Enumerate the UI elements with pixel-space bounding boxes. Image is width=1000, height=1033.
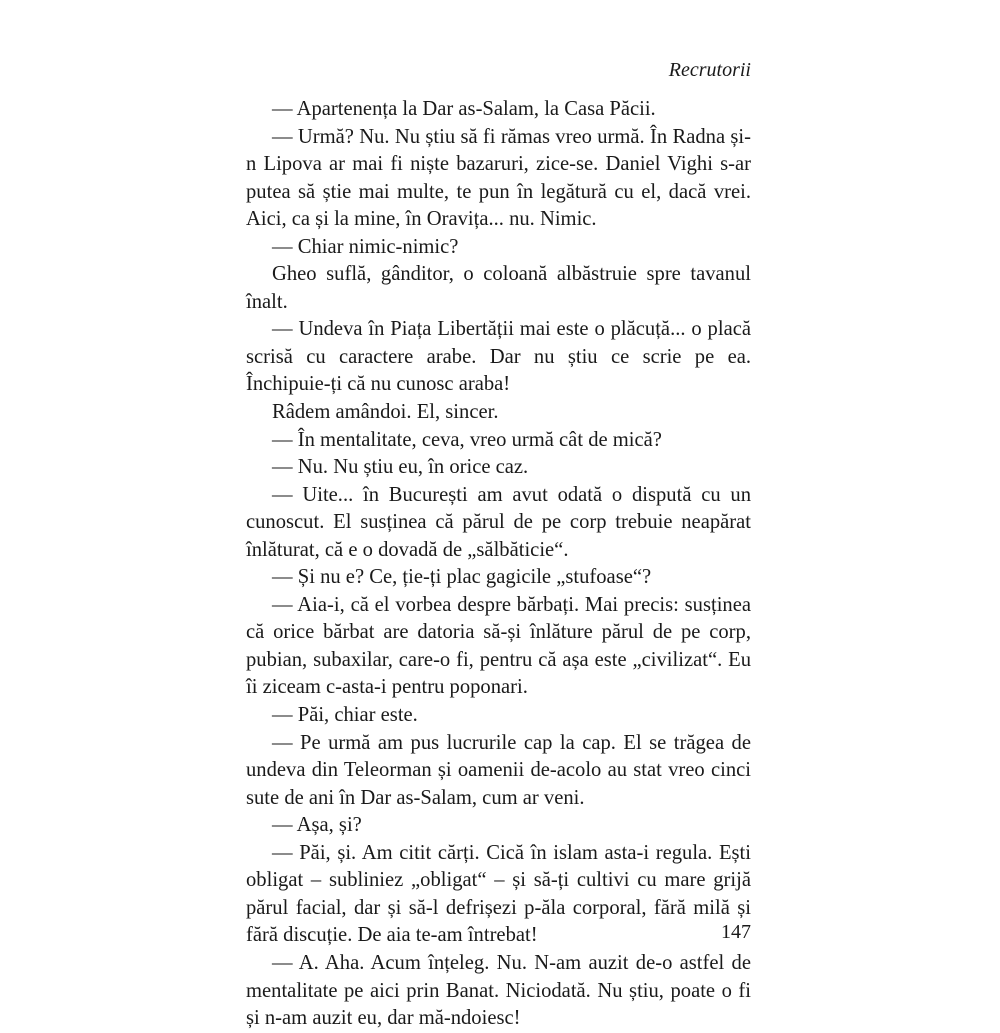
running-head: Recrutorii [668, 59, 751, 81]
body-text [246, 96, 751, 1033]
paragraph: — Undeva în Piața Libertății mai este o plăcuță... o placă scrisă cu caractere arabe. Dar nu știu ce scrie pe ea. Închipuie-ți că nu cunosc araba! [246, 318, 751, 396]
paragraph: — Chiar nimic-nimic? [272, 235, 459, 258]
paragraph: — Aia-i, că el vorbea despre bărbați. Mai precis: susținea că orice bărbat are datoria să-și înlăture părul de pe corp, pubian, subaxilar, care-o fi, pentru că așa este „civilizat“. Eu îi ziceam c-asta-i pentru poponari. [246, 593, 751, 699]
paragraph: — Urmă? Nu. Nu știu să fi rămas vreo urmă. În Radna și-n Lipova ar mai fi niște bazaruri, zice-se. Daniel Vighi s-ar putea să știe mai multe, te pun în legătură cu el, dacă vrei. Aici, ca și la mine, în Oravița... nu. Nimic. [246, 125, 751, 231]
paragraph: — Și nu e? Ce, ție-ți plac gagicile „stufoase“? [272, 566, 652, 589]
paragraph: — Uite... în București am avut odată o dispută cu un cunoscut. El susținea că părul de pe corp trebuie neapărat înlăturat, că e o dovadă de „sălbăticie“. [246, 483, 751, 561]
paragraph: — În mentalitate, ceva, vreo urmă cât de mică? [272, 428, 662, 451]
paragraph: Gheo suflă, gânditor, o coloană albăstruie spre tavanul înalt. [246, 263, 751, 313]
paragraph: Râdem amândoi. El, sincer. [272, 401, 499, 424]
paragraph: — Apartenența la Dar as-Salam, la Casa Păcii. [272, 98, 656, 120]
page-number: 147 [721, 921, 751, 943]
book-page [246, 56, 751, 1030]
paragraph: — Așa, și? [272, 814, 362, 837]
paragraph: — Pe urmă am pus lucrurile cap la cap. El se trăgea de undeva din Teleorman și oamenii de-acolo au stat vreo cinci sute de ani în Dar as-Salam, cum ar veni. [246, 731, 751, 809]
paragraph: — A. Aha. Acum înțeleg. Nu. N-am auzit de-o astfel de mentalitate pe aici prin Banat. Niciodată. Nu știu, poate o fi și n-am auzit eu, dar mă-ndoiesc! [246, 951, 751, 1030]
paragraph: — Păi, și. Am citit cărți. Cică în islam asta-i regula. Ești obligat – subliniez „obligat“ – și să-ți cultivi cu mare grijă părul facial, dar și să-l defrișezi p-ăla corporal, fără milă și fără discuție. De aia te-am întrebat! [246, 841, 751, 947]
paragraph: — Păi, chiar este. [272, 704, 418, 727]
paragraph: — Nu. Nu știu eu, în orice caz. [272, 456, 529, 479]
